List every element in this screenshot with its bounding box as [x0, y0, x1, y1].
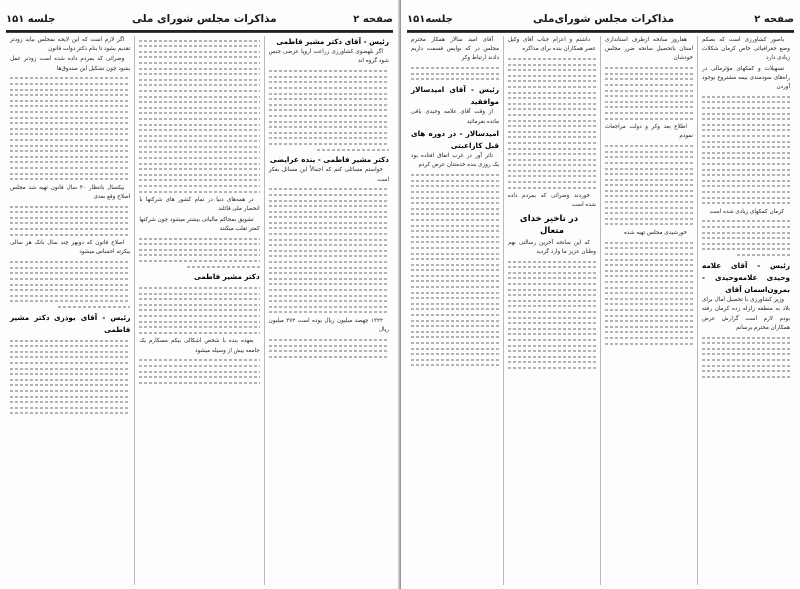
paragraph: وزیر کشاورزی با تحصیل امال برای بلاد به منطقه زلزله زده کرمان رفته بودم لازم است گزارش عرض همکاران محترم برسانم	[702, 297, 790, 331]
text-column	[134, 36, 263, 585]
page-number: صفحه ۲	[353, 13, 393, 25]
paragraph: بعهده بنده با شخص اشکالی بیکم مسکارم یک جامعه بیش از وسیله میشود	[139, 338, 260, 354]
text-column	[407, 36, 503, 585]
page-number: صفحه ۲	[754, 13, 794, 25]
speaker-heading: امیدسالار - در دوره های قبل کاراعبتی	[411, 128, 499, 150]
speaker-heading: دکتر مشیر فاطمی	[10, 312, 131, 334]
speaker-heading: رئیس - آقای دکتر مشیر فاطمی	[276, 37, 389, 46]
session-number: جلسه ۱۵۱	[6, 13, 56, 25]
paragraph: آقای امید سالار همکار محترم مجلس در که بوایس قسمت داریم دادند ارتباط وکر	[411, 37, 499, 62]
text-column	[6, 36, 134, 585]
paragraph: اطلاع بعد وکر و دولت مراجعات نمودم	[605, 124, 693, 140]
paragraph: تشویق بمحاکم مالیاتی بیشتر میشود چون شرکتها کمتر تقلب میکنند	[139, 216, 260, 232]
paragraph: اگر بلهضوی کشاورزی زراعت اروپا عرضی جنس شود گروه اند	[268, 49, 389, 65]
paragraph: تسهیلات و کمکهای مؤثرمالی در راه‌های سودمندی بیمه مشتروع بوجود آوردن	[702, 65, 790, 91]
paragraph: خوردند وضرائی که بمردم داده شده است	[508, 193, 596, 209]
paragraph: هفاروز سانحه ازطرف استانداری استان باتحصیل سانحه ضرر مجلس خودشان	[605, 37, 693, 62]
speaker-heading: رئیس - آقای بوذری	[54, 312, 131, 322]
paragraph: بیکسال بانتظار ۴۰ سال قانون تهیه شد مجلس اصلاح وقع بعدی	[10, 184, 131, 200]
paragraph: داشتم و اعزام جناب آقای وکیل عصر همکاران بنده برای مذاکره	[508, 37, 596, 53]
paragraph: وضرائی که بمردم داده شده است زودتر عمل بشود چون تشکیل این صندوق‌ها	[10, 56, 131, 72]
right-page-columns	[407, 36, 794, 585]
paragraph: باصور کشاورزی است که بصکم وضع جغرافیائی خاص کرمان شکلات زیادی دارد	[702, 37, 790, 62]
page-title: مذاکرات مجلس شورای‌ملی	[533, 13, 675, 25]
paragraph: کرمان کمکهای زیادی شده است	[709, 208, 784, 215]
paragraph: تاثر آور در غرب اتفاق افتاده بود یک روزی بنده خدمتتان عرض کردم	[411, 153, 499, 169]
paragraph: از وقت آقای علامه وحیدی باقی مانده بفرمائید	[411, 109, 499, 125]
text-column	[600, 36, 697, 585]
page-title: مذاکرات مجلس شورای ملی	[131, 13, 277, 25]
paragraph: اصلاح قانون که دوبهر چند سال بانک هر سالی بیکرته احساس میشود	[10, 240, 131, 256]
header-divider	[6, 30, 393, 33]
right-page	[400, 0, 800, 589]
text-column	[697, 36, 794, 585]
speaker-heading: رئیس - آقای امیدسالار موافقید	[411, 84, 499, 107]
paragraph: خورشیدی مجلس تهیه شده	[623, 230, 687, 237]
section-heading: در تاخیر خدای متعال	[519, 213, 579, 236]
paragraph: خواستم مسائلی کنم که اجمالاً این مسائل بفکر است	[268, 167, 389, 183]
left-page-columns	[6, 36, 393, 585]
speaker-heading: دکتر مشیر فاطمی - بنده عرایضی	[269, 155, 389, 165]
paragraph: ۱۳۲۲ چهصد میلیون ریال بوده است ۳۷۲ میلیون ریال	[268, 317, 389, 334]
paragraph: در همه‌های دنیا در تمام کشور های شرکتها با انحصار ملی قائلند	[139, 197, 260, 213]
text-column	[264, 36, 393, 585]
right-page-header	[407, 8, 794, 30]
session-number: جلسه۱۵۱	[407, 13, 453, 25]
left-page-header	[6, 8, 393, 30]
speaker-heading: علامه‌وحیدی - بمرون‌اسمان آقای	[702, 272, 790, 295]
text-column	[503, 36, 600, 585]
speaker-heading: دکتر مشیر فاطمی	[193, 272, 260, 282]
header-divider	[407, 30, 794, 33]
paragraph: که این سانحه آخرین رسالتی بهم وطنان عزیز ما وارد گردید	[508, 239, 596, 255]
speaker-heading: رئیس - آقای علامه وحیدی	[702, 260, 790, 282]
paragraph: اگر لازم است که این لایحه بمجلس بیاید زودتر تقدیم بشود تا بنام دکتر دولت قانون	[10, 37, 131, 53]
